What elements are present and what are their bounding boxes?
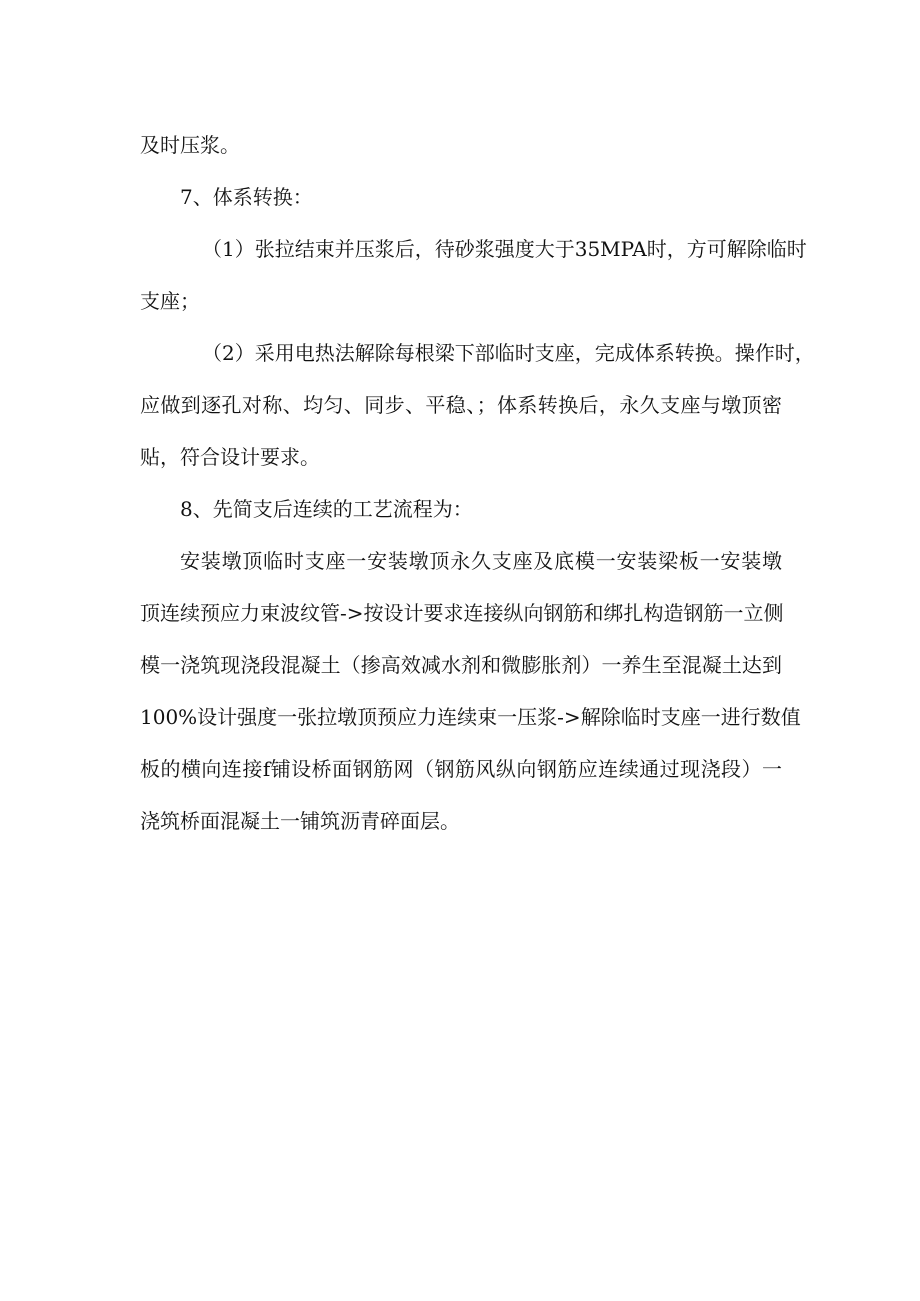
section-7-item-1 [140, 228, 807, 322]
flow-line-5: 板的横向连接f铺设桥面钢筋网（钢筋风纵向钢筋应连续通过现浇段）一 [140, 757, 782, 781]
item-2-line-1: （2）采用电热法解除每根梁下部临时支座，完成体系转换。操作时， [202, 341, 815, 365]
section-8-heading: 8、先简支后连续的工艺流程为： [180, 497, 473, 521]
item-1-line-1: （1）张拉结束并压浆后，待砂浆强度大于35MPA时，方可解除临时 [202, 237, 807, 261]
flow-line-6: 浇筑桥面混凝土一铺筑沥青碎面层。 [140, 809, 460, 833]
section-7-item-2 [140, 332, 815, 478]
item-2-line-2: 应做到逐孔对称、均匀、同步、平稳、；体系转换后，永久支座与墩顶密 [140, 393, 782, 417]
flow-line-3: 模一浇筑现浇段混凝土（掺高效减水剂和微膨胀剂）一养生至混凝土达到 [140, 653, 782, 677]
item-2-line-3: 贴，符合设计要求。 [140, 445, 320, 469]
section-8-flow [140, 540, 801, 842]
flow-line-2: 顶连续预应力束波纹管->按设计要求连接纵向钢筋和绑扎构造钢筋一立侧 [140, 601, 784, 625]
paragraph-continuation: 及时压浆。 [140, 133, 240, 157]
item-1-line-2: 支座； [140, 289, 200, 313]
document-page [140, 124, 815, 842]
flow-line-4: 100%设计强度一张拉墩顶预应力连续束一压浆->解除临时支座一进行数值 [140, 705, 801, 729]
flow-line-1: 安装墩顶临时支座一安装墩顶永久支座及底模一安装梁板一安装墩 [180, 549, 782, 573]
section-7-heading: 7、体系转换： [180, 185, 313, 209]
